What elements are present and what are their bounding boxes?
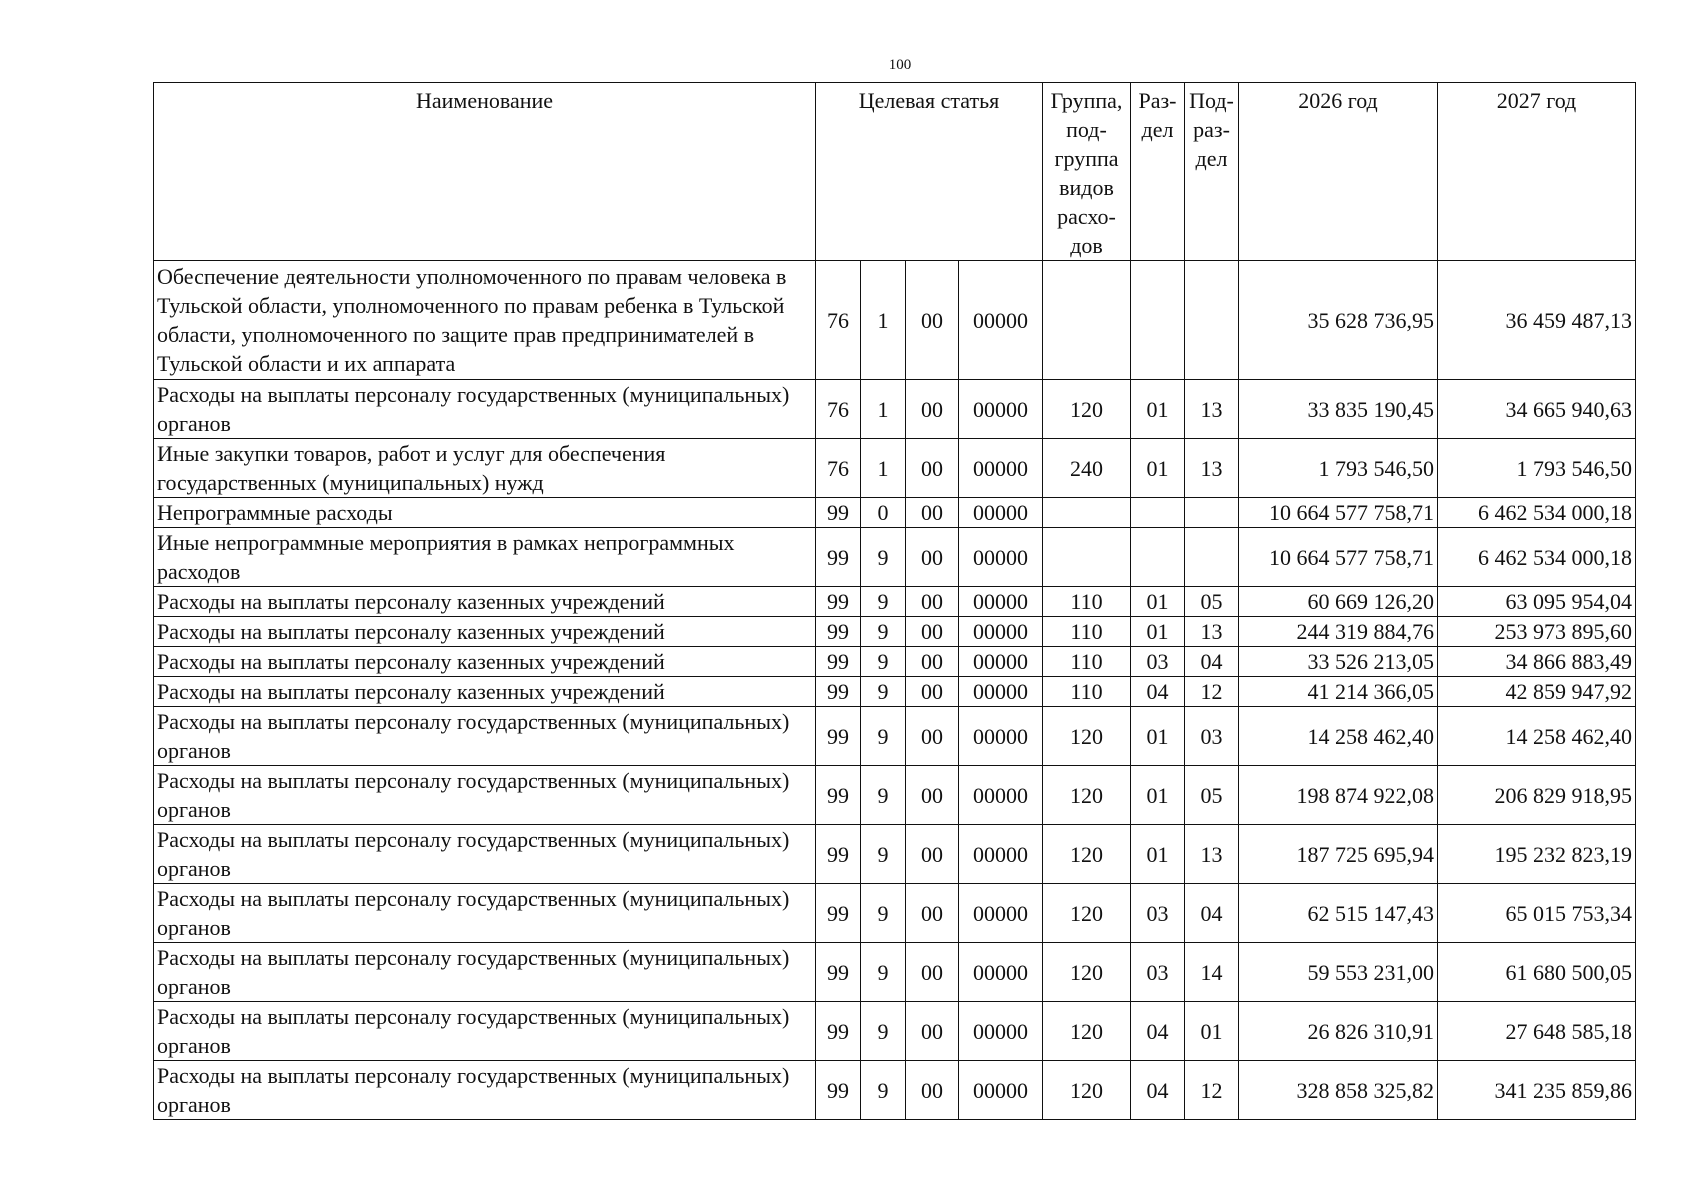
cell-target-program: 99	[816, 766, 861, 825]
cell-name: Иные закупки товаров, работ и услуг для обеспечения государственных (муниципальных) нужд	[154, 439, 816, 498]
cell-target-program: 99	[816, 617, 861, 647]
table-body	[154, 261, 1636, 1120]
cell-name: Расходы на выплаты персоналу государственных (муниципальных) органов	[154, 884, 816, 943]
cell-amount-2026: 10 664 577 758,71	[1239, 528, 1438, 587]
cell-amount-2027: 36 459 487,13	[1438, 261, 1636, 380]
budget-table	[153, 82, 1636, 1120]
cell-amount-2027: 206 829 918,95	[1438, 766, 1636, 825]
cell-subsection	[1185, 528, 1239, 587]
cell-section: 01	[1131, 825, 1185, 884]
cell-target-direction: 00000	[959, 884, 1043, 943]
cell-name: Расходы на выплаты персоналу государственных (муниципальных) органов	[154, 825, 816, 884]
cell-amount-2026: 244 319 884,76	[1239, 617, 1438, 647]
page-number: 100	[888, 57, 912, 73]
cell-subsection: 05	[1185, 766, 1239, 825]
cell-target-type: 9	[861, 1002, 906, 1061]
table-row	[154, 1061, 1636, 1120]
cell-amount-2026: 198 874 922,08	[1239, 766, 1438, 825]
cell-amount-2026: 26 826 310,91	[1239, 1002, 1438, 1061]
cell-target-subprogram: 00	[906, 261, 959, 380]
cell-target-type: 9	[861, 943, 906, 1002]
cell-amount-2027: 14 258 462,40	[1438, 707, 1636, 766]
cell-amount-2026: 1 793 546,50	[1239, 439, 1438, 498]
cell-target-program: 99	[816, 1002, 861, 1061]
cell-amount-2026: 60 669 126,20	[1239, 587, 1438, 617]
cell-expense-group: 120	[1043, 1002, 1131, 1061]
cell-target-program: 76	[816, 261, 861, 380]
header-2026: 2026 год	[1239, 83, 1438, 261]
header-row	[154, 83, 1636, 261]
cell-name: Расходы на выплаты персоналу государственных (муниципальных) органов	[154, 1002, 816, 1061]
cell-amount-2026: 187 725 695,94	[1239, 825, 1438, 884]
cell-target-program: 99	[816, 884, 861, 943]
cell-amount-2026: 10 664 577 758,71	[1239, 498, 1438, 528]
table-row	[154, 647, 1636, 677]
cell-expense-group: 120	[1043, 943, 1131, 1002]
cell-target-type: 1	[861, 380, 906, 439]
cell-target-subprogram: 00	[906, 825, 959, 884]
cell-subsection: 14	[1185, 943, 1239, 1002]
cell-target-direction: 00000	[959, 439, 1043, 498]
cell-expense-group	[1043, 528, 1131, 587]
cell-target-subprogram: 00	[906, 1002, 959, 1061]
table-row	[154, 498, 1636, 528]
table-row	[154, 677, 1636, 707]
table-row	[154, 261, 1636, 380]
cell-target-subprogram: 00	[906, 617, 959, 647]
cell-amount-2026: 59 553 231,00	[1239, 943, 1438, 1002]
cell-expense-group: 120	[1043, 884, 1131, 943]
cell-section: 01	[1131, 707, 1185, 766]
cell-expense-group: 110	[1043, 647, 1131, 677]
cell-target-program: 99	[816, 647, 861, 677]
cell-target-program: 76	[816, 439, 861, 498]
table-row	[154, 943, 1636, 1002]
header-subsection: Под-раз-дел	[1185, 83, 1239, 261]
cell-target-program: 99	[816, 707, 861, 766]
cell-amount-2027: 6 462 534 000,18	[1438, 498, 1636, 528]
cell-subsection: 13	[1185, 825, 1239, 884]
cell-amount-2027: 6 462 534 000,18	[1438, 528, 1636, 587]
cell-target-type: 1	[861, 261, 906, 380]
cell-subsection	[1185, 261, 1239, 380]
cell-target-subprogram: 00	[906, 439, 959, 498]
cell-subsection: 13	[1185, 380, 1239, 439]
cell-amount-2026: 33 835 190,45	[1239, 380, 1438, 439]
cell-target-type: 9	[861, 707, 906, 766]
cell-amount-2027: 65 015 753,34	[1438, 884, 1636, 943]
cell-target-program: 99	[816, 587, 861, 617]
cell-target-type: 9	[861, 617, 906, 647]
cell-section	[1131, 498, 1185, 528]
cell-target-direction: 00000	[959, 498, 1043, 528]
cell-target-direction: 00000	[959, 1061, 1043, 1120]
cell-name: Расходы на выплаты персоналу государственных (муниципальных) органов	[154, 380, 816, 439]
cell-name: Обеспечение деятельности уполномоченного по правам человека в Тульской области, уполномоченного по правам ребенка в Тульской области, уполномоченного по защите прав предпринимателей в Тульской области и их аппарата	[154, 261, 816, 380]
cell-expense-group: 120	[1043, 825, 1131, 884]
cell-section: 01	[1131, 587, 1185, 617]
cell-target-program: 99	[816, 677, 861, 707]
cell-subsection: 04	[1185, 884, 1239, 943]
cell-amount-2026: 62 515 147,43	[1239, 884, 1438, 943]
cell-amount-2026: 328 858 325,82	[1239, 1061, 1438, 1120]
cell-target-direction: 00000	[959, 261, 1043, 380]
table-row	[154, 617, 1636, 647]
cell-amount-2027: 27 648 585,18	[1438, 1002, 1636, 1061]
cell-section: 03	[1131, 884, 1185, 943]
cell-expense-group: 120	[1043, 380, 1131, 439]
cell-target-direction: 00000	[959, 587, 1043, 617]
cell-target-direction: 00000	[959, 677, 1043, 707]
cell-expense-group: 120	[1043, 766, 1131, 825]
cell-target-type: 9	[861, 647, 906, 677]
cell-target-type: 9	[861, 766, 906, 825]
cell-target-program: 76	[816, 380, 861, 439]
cell-target-direction: 00000	[959, 380, 1043, 439]
cell-section: 01	[1131, 766, 1185, 825]
cell-section: 01	[1131, 439, 1185, 498]
cell-amount-2027: 42 859 947,92	[1438, 677, 1636, 707]
cell-amount-2027: 63 095 954,04	[1438, 587, 1636, 617]
cell-section: 04	[1131, 1061, 1185, 1120]
cell-target-subprogram: 00	[906, 677, 959, 707]
cell-amount-2026: 35 628 736,95	[1239, 261, 1438, 380]
cell-expense-group: 110	[1043, 617, 1131, 647]
cell-target-subprogram: 00	[906, 766, 959, 825]
cell-expense-group: 120	[1043, 707, 1131, 766]
cell-target-type: 1	[861, 439, 906, 498]
cell-amount-2026: 41 214 366,05	[1239, 677, 1438, 707]
table-row	[154, 707, 1636, 766]
cell-target-direction: 00000	[959, 707, 1043, 766]
cell-target-program: 99	[816, 528, 861, 587]
cell-target-type: 9	[861, 884, 906, 943]
cell-target-direction: 00000	[959, 766, 1043, 825]
table-row	[154, 380, 1636, 439]
cell-subsection: 03	[1185, 707, 1239, 766]
cell-target-program: 99	[816, 943, 861, 1002]
table-row	[154, 766, 1636, 825]
cell-target-direction: 00000	[959, 617, 1043, 647]
cell-target-direction: 00000	[959, 943, 1043, 1002]
cell-amount-2026: 14 258 462,40	[1239, 707, 1438, 766]
cell-target-type: 9	[861, 1061, 906, 1120]
cell-expense-group: 110	[1043, 587, 1131, 617]
cell-expense-group: 110	[1043, 677, 1131, 707]
cell-target-subprogram: 00	[906, 707, 959, 766]
cell-name: Непрограммные расходы	[154, 498, 816, 528]
cell-amount-2027: 195 232 823,19	[1438, 825, 1636, 884]
header-group: Группа, под-группа видов расхо-дов	[1043, 83, 1131, 261]
cell-target-program: 99	[816, 1061, 861, 1120]
cell-subsection: 01	[1185, 1002, 1239, 1061]
cell-subsection: 05	[1185, 587, 1239, 617]
cell-section: 03	[1131, 647, 1185, 677]
cell-amount-2027: 341 235 859,86	[1438, 1061, 1636, 1120]
cell-section	[1131, 261, 1185, 380]
cell-section: 01	[1131, 617, 1185, 647]
table-row	[154, 1002, 1636, 1061]
cell-target-direction: 00000	[959, 825, 1043, 884]
cell-section: 04	[1131, 677, 1185, 707]
cell-name: Расходы на выплаты персоналу казенных учреждений	[154, 587, 816, 617]
cell-target-type: 9	[861, 587, 906, 617]
cell-name: Расходы на выплаты персоналу государственных (муниципальных) органов	[154, 943, 816, 1002]
cell-target-subprogram: 00	[906, 587, 959, 617]
cell-expense-group: 240	[1043, 439, 1131, 498]
cell-target-type: 9	[861, 677, 906, 707]
table-row	[154, 884, 1636, 943]
table-row	[154, 587, 1636, 617]
cell-target-subprogram: 00	[906, 884, 959, 943]
cell-subsection: 12	[1185, 1061, 1239, 1120]
cell-section: 01	[1131, 380, 1185, 439]
cell-subsection: 13	[1185, 439, 1239, 498]
cell-name: Иные непрограммные мероприятия в рамках непрограммных расходов	[154, 528, 816, 587]
header-2027: 2027 год	[1438, 83, 1636, 261]
cell-expense-group: 120	[1043, 1061, 1131, 1120]
cell-subsection: 12	[1185, 677, 1239, 707]
cell-target-type: 9	[861, 825, 906, 884]
cell-target-type: 9	[861, 528, 906, 587]
cell-target-type: 0	[861, 498, 906, 528]
cell-target-subprogram: 00	[906, 943, 959, 1002]
cell-target-program: 99	[816, 498, 861, 528]
cell-section: 03	[1131, 943, 1185, 1002]
cell-amount-2027: 1 793 546,50	[1438, 439, 1636, 498]
cell-name: Расходы на выплаты персоналу казенных учреждений	[154, 677, 816, 707]
cell-name: Расходы на выплаты персоналу казенных учреждений	[154, 617, 816, 647]
header-name: Наименование	[154, 83, 816, 261]
cell-subsection: 04	[1185, 647, 1239, 677]
cell-expense-group	[1043, 261, 1131, 380]
cell-name: Расходы на выплаты персоналу государственных (муниципальных) органов	[154, 766, 816, 825]
cell-amount-2026: 33 526 213,05	[1239, 647, 1438, 677]
cell-subsection: 13	[1185, 617, 1239, 647]
cell-subsection	[1185, 498, 1239, 528]
cell-target-subprogram: 00	[906, 1061, 959, 1120]
table-row	[154, 825, 1636, 884]
cell-name: Расходы на выплаты персоналу государственных (муниципальных) органов	[154, 707, 816, 766]
cell-name: Расходы на выплаты персоналу государственных (муниципальных) органов	[154, 1061, 816, 1120]
cell-target-subprogram: 00	[906, 380, 959, 439]
cell-section: 04	[1131, 1002, 1185, 1061]
cell-amount-2027: 34 866 883,49	[1438, 647, 1636, 677]
cell-target-direction: 00000	[959, 528, 1043, 587]
table-row	[154, 439, 1636, 498]
cell-expense-group	[1043, 498, 1131, 528]
cell-section	[1131, 528, 1185, 587]
cell-target-subprogram: 00	[906, 528, 959, 587]
cell-amount-2027: 34 665 940,63	[1438, 380, 1636, 439]
cell-amount-2027: 61 680 500,05	[1438, 943, 1636, 1002]
header-target: Целевая статья	[816, 83, 1043, 261]
cell-target-direction: 00000	[959, 647, 1043, 677]
cell-amount-2027: 253 973 895,60	[1438, 617, 1636, 647]
cell-target-subprogram: 00	[906, 647, 959, 677]
cell-target-direction: 00000	[959, 1002, 1043, 1061]
cell-target-subprogram: 00	[906, 498, 959, 528]
table-row	[154, 528, 1636, 587]
cell-name: Расходы на выплаты персоналу казенных учреждений	[154, 647, 816, 677]
header-section: Раз-дел	[1131, 83, 1185, 261]
cell-target-program: 99	[816, 825, 861, 884]
